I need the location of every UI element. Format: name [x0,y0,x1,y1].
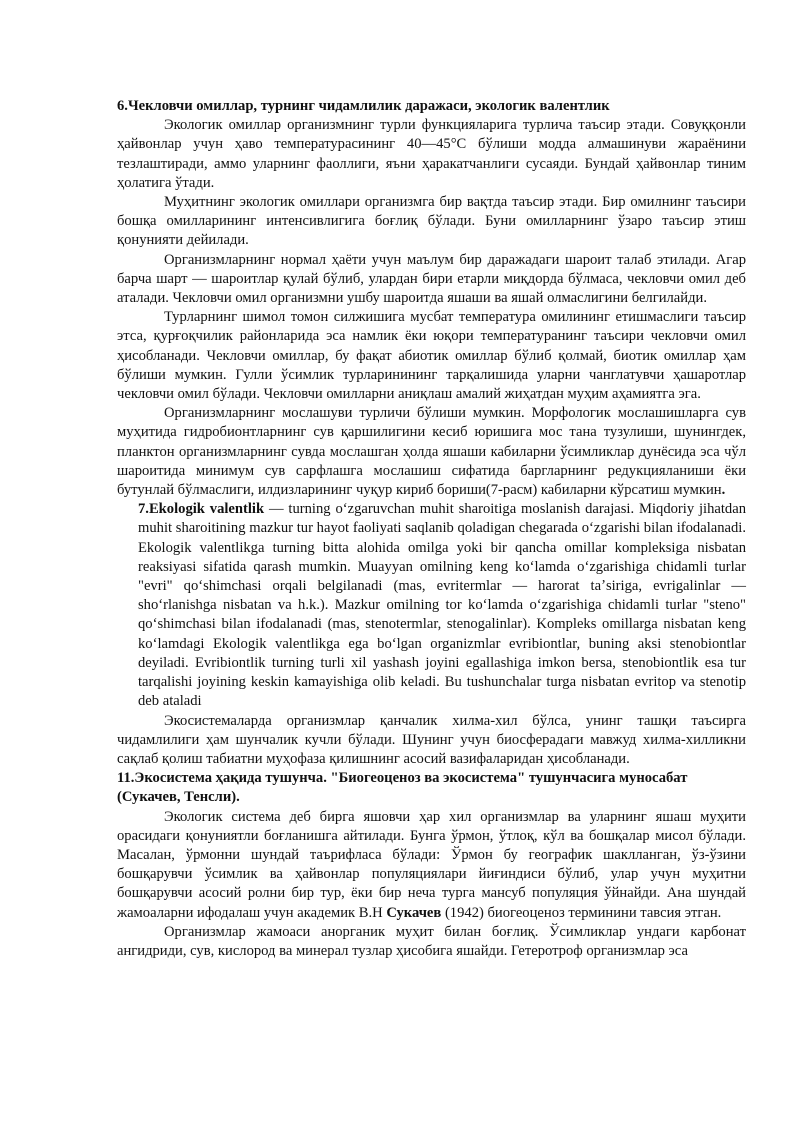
section-11-author-name: Сукачев [386,904,442,921]
section-7-paragraph-2: Экосистемаларда организмлар қанчалик хилма-хил бўлса, унинг ташқи таъсирга чидамлилиги ҳам шунчалик кучли бўлади. Шунинг учун биосферадаги мавжуд хилма-хилликни сақлаб қолиш табиатни муҳофаза қилишнинг асосий вазифаларидан ҳисобланади. [117,712,746,767]
section-7-definition: — turning oʻzgaruvchan muhit sharoitiga moslanish darajasi. Miqdoriy jihatdan muhit sharoitining mazkur tur hayot faoliyati saqlanib qoladigan chegarada oʻzgarishi bilan ifodalanadi. Ekologik valentlikga turning bitta alohida omilga yoki bir qancha omillar kompleksiga nisbatan reaksiyasi sifatida qarash mumkin. Muayyan omilning keng koʻlamda oʻzgarishiga chidamli turlar "evri" qoʻshimchasi orqali belgilanadi (mas, evritermlar — harorat taʼsiriga, evrigalinlar — shoʻrlanishga nisbatan va h.k.). Mazkur omilning tor koʻlamda oʻzgarishiga chidamli turlar "steno" qoʻshimchasi bilan ifodalanadi (mas, stenotermlar, stenogalinlar). Kompleks omillarga nisbatan keng koʻlamdagi Ekologik valentlikga ega boʻlgan organizmlar evribiontlar, buning aksi stenobiontlar deyiladi. Evribiontlik turning turli xil yashash joyini egallashiga imkon bersa, stenobiontlik esa tur tarqalishi joyining keskin kamayishiga olib keladi. Bu tushunchalar turga nisbatan evritop va stenotip deb ataladi [138,501,746,710]
section-6-paragraph-4: Турларнинг шимол томон силжишига мусбат температура омилининг етишмаслиги таъсир этса, қурғоқчилик районларида эса намлик ёки юқори температуранинг таъсири чекловчи омил ҳисобланади. Чекловчи омиллар, бу фақат абиотик омиллар бўлиб қолмай, биотик омиллар ҳам бўлиши мумкин. Гулли ўсимлик турларинининг тарқалишида уларни чанглатувчи ҳашаротлар чекловчи омил бўлади. Чекловчи омилларни аниқлаш амалий жиҳатдан муҳим аҳамиятга эга. [117,309,746,403]
section-6-heading: 6.Чекловчи омиллар, турнинг чидамлилик даражаси, экологик валентлик [117,98,610,114]
section-6-paragraph-1: Экологик омиллар организмнинг турли функцияларига турлича таъсир этади. Совуққонли ҳайвонлар учун ҳаво температурасининг 40—45°С бўлиши модда алмашинуви жараёнини тезлаштиради, аммо уларнинг фаоллиги, яъни ҳаракатчанлиги сусаяди. Бундай ҳайвонлар тиним ҳолатига ўтади. [117,117,746,191]
section-6-paragraph-5 [117,404,746,500]
document-body [117,97,746,961]
section-6-paragraph-5-text: Организмларнинг мослашуви турличи бўлиши мумкин. Морфологик мослашишларга сув муҳитида гидробионтларнинг сув қаршилигини кесиб юришига мос тана тузулиши, шунингдек, планктон организмларнинг сувда мослашган ҳолда яшаши кабиларни ўсимликлар дунёсида эса чўл шароитида минимум сув сарфлашга мослашиш сифатида баргларнинг редукцияланиши ёки бутунлай бўлмаслиги, илдизларининг чуқур кириб бориши(7-расм) кабиларни кўрсатиш мумкин [117,405,746,499]
section-11-paragraph-2: Организмлар жамоаси анорганик муҳит билан боғлиқ. Ўсимликлар ундаги карбонат ангидриди, сув, кислород ва минерал тузлар ҳисобига яшайди. Гетеротроф организмлар эса [117,923,746,959]
section-6-paragraph-2: Муҳитнинг экологик омиллари организмга бир вақтда таъсир этади. Бир омилнинг таъсири бошқа омилларининг интенсивлигига боғлиқ бўлади. Буни омилларнинг ўзаро таъсир этиш қонунияти дейилади. [117,194,746,249]
section-11-paragraph-1 [117,808,746,923]
section-11-paragraph-1-text-a: Экологик система деб бирга яшовчи ҳар хил организмлар ва уларнинг яшаш муҳити орасидаги қонуниятли боғланишга айтилади. Бунга ўрмон, ўтлоқ, кўл ва бошқалар мисол бўлади. Масалан, ўрмонни шундай таърифласа бўлади: Ўрмон бу географик шаклланган, ўз-ўзини бошқарувчи ўсимлик ва ҳайвонлар популяциялари йиғиндиси бўлиб, улар учун муҳитни бошқарувчи асосий ролни бир тур, ёки бир неча турга мансуб популяция ўйнайди. Ана шундай жамоаларни ифодалаш учун академик В.Н [117,808,746,921]
section-11-heading: 11.Экосистема ҳақида тушунча. "Биогеоценоз ва экосистема" тушунчасига муносабат (Сукачев, Тенсли). [117,770,688,806]
section-7-term: 7.Ekologik valentlik [138,501,265,518]
section-7-paragraph [138,500,746,711]
section-6-paragraph-3: Организмларнинг нормал ҳаёти учун маълум бир даражадаги шароит талаб этилади. Агар барча шарт — шароитлар қулай бўлиб, улардан бири етарли миқдорда бўлмаса, чекловчи омил деб аталади. Чекловчи омил организмни ушбу шароитда яшаши ва яшай олмаслигини белгилайди. [117,251,746,307]
section-11-paragraph-1-text-b: (1942) биогеоценоз терминини тавсия этган. [441,904,722,921]
section-6-paragraph-5-end: . [721,482,726,499]
